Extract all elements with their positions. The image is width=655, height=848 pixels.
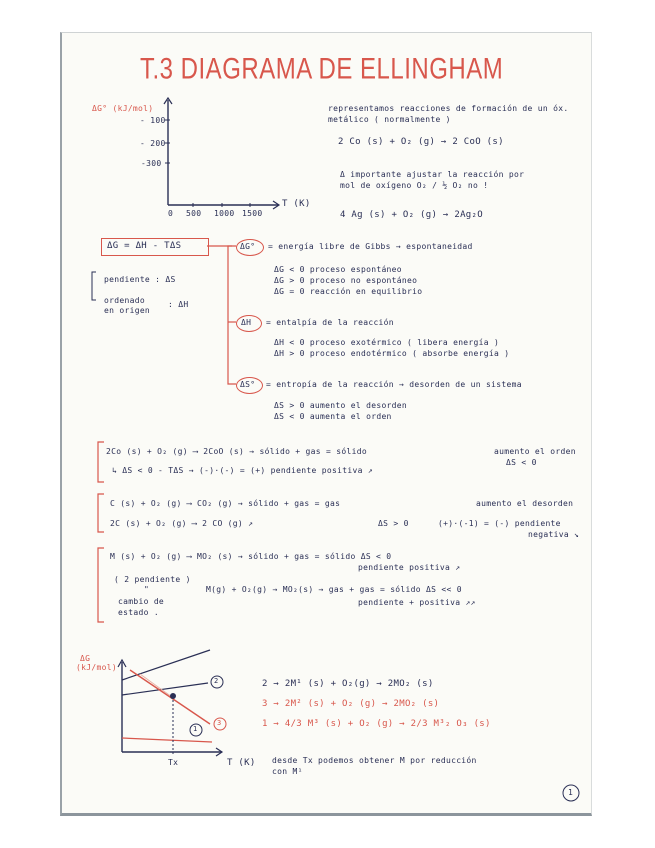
- dh-description: = entalpía de la reacción: [266, 318, 394, 327]
- example2-line-2b: ΔS > 0: [378, 519, 409, 528]
- example3-side: estado .: [118, 608, 159, 617]
- example3-side: ( 2 pendiente ): [114, 575, 191, 584]
- example3-line-2: M(g) + O₂(g) → MO₂(s) → gas + gas = sólido ΔS << 0: [206, 585, 462, 594]
- intro-line-1: representamos reacciones de formación de un óx.: [328, 104, 569, 113]
- dg-tag: ΔG°: [240, 242, 256, 251]
- example1-line-2: ↳ ΔS < 0 - TΔS → (-)·(-) = (+) pendiente positiva ↗: [112, 466, 373, 475]
- page-title: T.3 DIAGRAMA DE ELLINGHAM: [140, 52, 504, 86]
- graph1-ylabel: ΔG° (kJ/mol): [92, 104, 154, 113]
- dg-case: ΔG < 0 proceso espontáneo: [274, 265, 402, 274]
- example1-line-1c: ΔS < 0: [506, 458, 537, 467]
- graph1-ytick: -300: [141, 159, 162, 168]
- dg-case: ΔG = 0 reacción en equilibrio: [274, 287, 423, 296]
- example2-line-1b: aumento el desorden: [476, 499, 574, 508]
- intro-reaction-1: 2 Co (s) + O₂ (g) → 2 CoO (s): [338, 137, 504, 147]
- page-number: 1: [568, 788, 574, 797]
- graph1-ytick: - 100: [140, 116, 166, 125]
- graph2-tx-label: Tx: [168, 758, 179, 767]
- example3-side: ": [144, 585, 150, 594]
- gibbs-slope: pendiente : ΔS: [104, 275, 176, 284]
- equation-3: 3 → 2M² (s) + O₂ (g) → 2MO₂ (s): [262, 699, 440, 709]
- graph2-ylabel-1: ΔG: [80, 654, 91, 663]
- ds-case: ΔS > 0 aumento el desorden: [274, 401, 408, 410]
- example3-side: cambio de: [118, 597, 165, 606]
- intro-reaction-2: 4 Ag (s) + O₂ (g) → 2Ag₂O: [340, 210, 483, 220]
- line-label-2: 2: [214, 677, 219, 685]
- graph2-xlabel: T (K): [227, 758, 256, 768]
- ds-case: ΔS < 0 aumenta el orden: [274, 412, 392, 421]
- dg-description: = energía libre de Gibbs → espontaneidad: [268, 242, 473, 251]
- conclusion-line-2: con M¹: [272, 767, 303, 776]
- example3-line-1: M (s) + O₂ (g) ⟶ MO₂ (s) → sólido + gas = sólido ΔS < 0: [110, 552, 392, 561]
- example1-line-1b: aumento el orden: [494, 447, 576, 456]
- gibbs-intercept-value: : ΔH: [168, 300, 189, 309]
- equation-1: 1 → 4/3 M³ (s) + O₂ (g) → 2/3 M³₂ O₃ (s): [262, 719, 491, 729]
- graph1-ytick: - 200: [140, 139, 166, 148]
- intro-note-2: mol de oxígeno O₂ / ½ O₂ no !: [340, 181, 489, 190]
- graph1-xlabel: T (K): [282, 199, 311, 209]
- graph1-xtick: 0: [168, 209, 174, 218]
- intro-note-1: Δ importante ajustar la reacción por: [340, 170, 525, 179]
- graph1-xtick: 500: [186, 209, 202, 218]
- example2-line-2c: (+)·(-1) = (-) pendiente: [438, 519, 561, 528]
- gibbs-intercept-1: ordenado: [104, 296, 145, 305]
- example2-line-1: C (s) + O₂ (g) ⟶ CO₂ (g) → sólido + gas = gas: [110, 499, 341, 508]
- equation-2: 2 → 2M¹ (s) + O₂(g) → 2MO₂ (s): [262, 679, 434, 689]
- example1-line-1: 2Co (s) + O₂ (g) ⟶ 2CoO (s) → sólido + gas = sólido: [106, 447, 367, 456]
- graph2-ylabel-2: (kJ/mol): [76, 663, 117, 672]
- conclusion-line-1: desde Tx podemos obtener M por reducción: [272, 756, 477, 765]
- gibbs-equation: ΔG = ΔH - TΔS: [107, 241, 182, 251]
- example2-line-2: 2C (s) + O₂ (g) ⟶ 2 CO (g) ↗: [110, 519, 254, 528]
- example3-line-2b: pendiente + positiva ↗↗: [358, 598, 476, 607]
- line-label-3: 3: [217, 719, 222, 727]
- example3-line-1b: pendiente positiva ↗: [358, 563, 461, 572]
- example2-line-2d: negativa ↘: [528, 530, 580, 539]
- intro-line-2: metálico ( normalmente ): [328, 115, 451, 124]
- ds-tag: ΔS°: [240, 380, 256, 389]
- dh-case: ΔH > 0 proceso endotérmico ( absorbe energía ): [274, 349, 510, 358]
- line-label-1: 1: [193, 725, 198, 733]
- graph1-xtick: 1500: [242, 209, 263, 218]
- gibbs-intercept-2: en origen: [104, 306, 151, 315]
- graph1-xtick: 1000: [214, 209, 235, 218]
- dg-case: ΔG > 0 proceso no espontáneo: [274, 276, 418, 285]
- dh-tag: ΔH: [241, 318, 252, 327]
- ds-description: = entropía de la reacción → desorden de un sistema: [266, 380, 522, 389]
- dh-case: ΔH < 0 proceso exotérmico ( libera energía ): [274, 338, 500, 347]
